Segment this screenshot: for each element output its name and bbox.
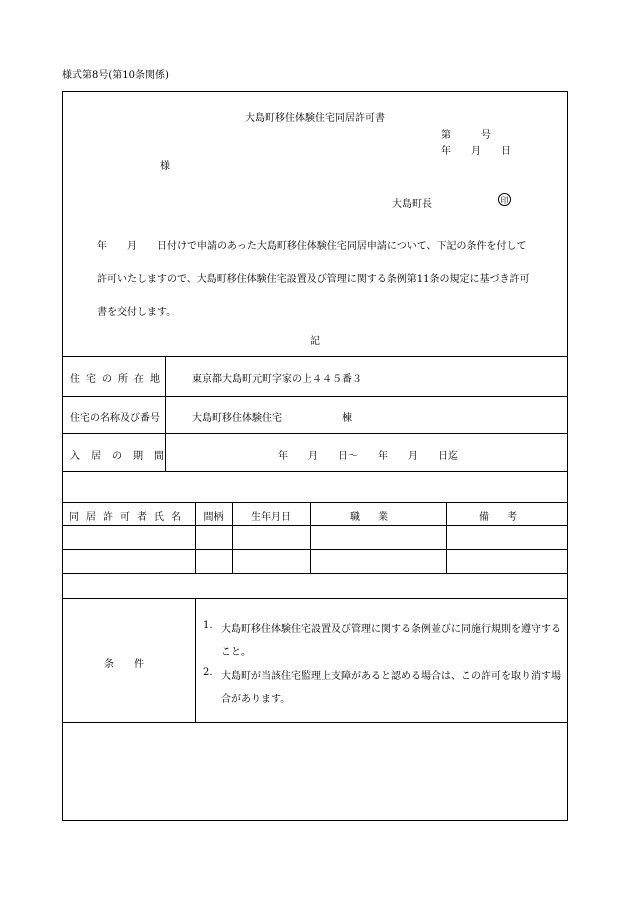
- header-cohabitant-name: 同居許可者氏名: [69, 512, 188, 523]
- conditions-label: 条 件: [104, 659, 144, 670]
- location-value: 東京都大島町元町字家の上４４５番３: [192, 374, 362, 385]
- document-title: 大島町移住体験住宅同居許可書: [245, 113, 385, 124]
- divider: [62, 396, 568, 397]
- header-birth-date: 生年月日: [251, 512, 291, 523]
- header-relationship: 間柄: [203, 512, 224, 523]
- condition-2-text-cont: 合があります。: [221, 694, 291, 705]
- form-number: 様式第8号(第10条関係): [62, 70, 169, 81]
- divider: [62, 573, 568, 574]
- ki-heading: 記: [310, 336, 320, 347]
- divider: [62, 502, 568, 503]
- body-text-line-1: 年 月 日付けで申請のあった大島町移住体験住宅同居申請について、下記の条件を付して: [97, 241, 527, 252]
- issue-date: 年 月 日: [441, 146, 511, 157]
- divider: [62, 549, 568, 550]
- period-value: 年 月 日～ 年 月 日迄: [278, 451, 458, 462]
- divider: [62, 722, 568, 723]
- location-label: 住宅の所在地: [70, 374, 166, 385]
- condition-2-number: 2.: [203, 667, 213, 678]
- document-number: 第 号: [441, 130, 491, 141]
- divider: [62, 525, 568, 526]
- period-label: 入居の期間: [70, 451, 175, 462]
- header-occupation: 職業: [350, 512, 406, 523]
- divider: [62, 356, 568, 357]
- issuer-title: 大島町長: [392, 199, 432, 210]
- condition-1-text-cont: こと。: [221, 647, 251, 658]
- header-remarks: 備考: [479, 512, 535, 523]
- body-text-line-3: 書を交付します。: [97, 307, 177, 318]
- divider: [62, 471, 568, 472]
- official-seal-mark: 印: [498, 193, 511, 206]
- divider: [62, 433, 568, 434]
- condition-2-text: 大島町が当該住宅監理上支障があると認める場合は、この許可を取り消す場: [221, 671, 561, 682]
- building-suffix: 棟: [342, 413, 352, 424]
- addressee-suffix: 様: [160, 161, 170, 172]
- body-text-line-2: 許可いたしますので、大島町移住体験住宅設置及び管理に関する条例第11条の規定に基づき許可: [97, 274, 530, 285]
- condition-1-text: 大島町移住体験住宅設置及び管理に関する条例並びに同施行規則を遵守する: [221, 624, 561, 635]
- house-name-label: 住宅の名称及び番号: [70, 413, 160, 424]
- condition-1-number: 1.: [203, 620, 213, 631]
- divider: [62, 598, 568, 599]
- house-name-value: 大島町移住体験住宅: [192, 413, 282, 424]
- divider: [195, 598, 196, 722]
